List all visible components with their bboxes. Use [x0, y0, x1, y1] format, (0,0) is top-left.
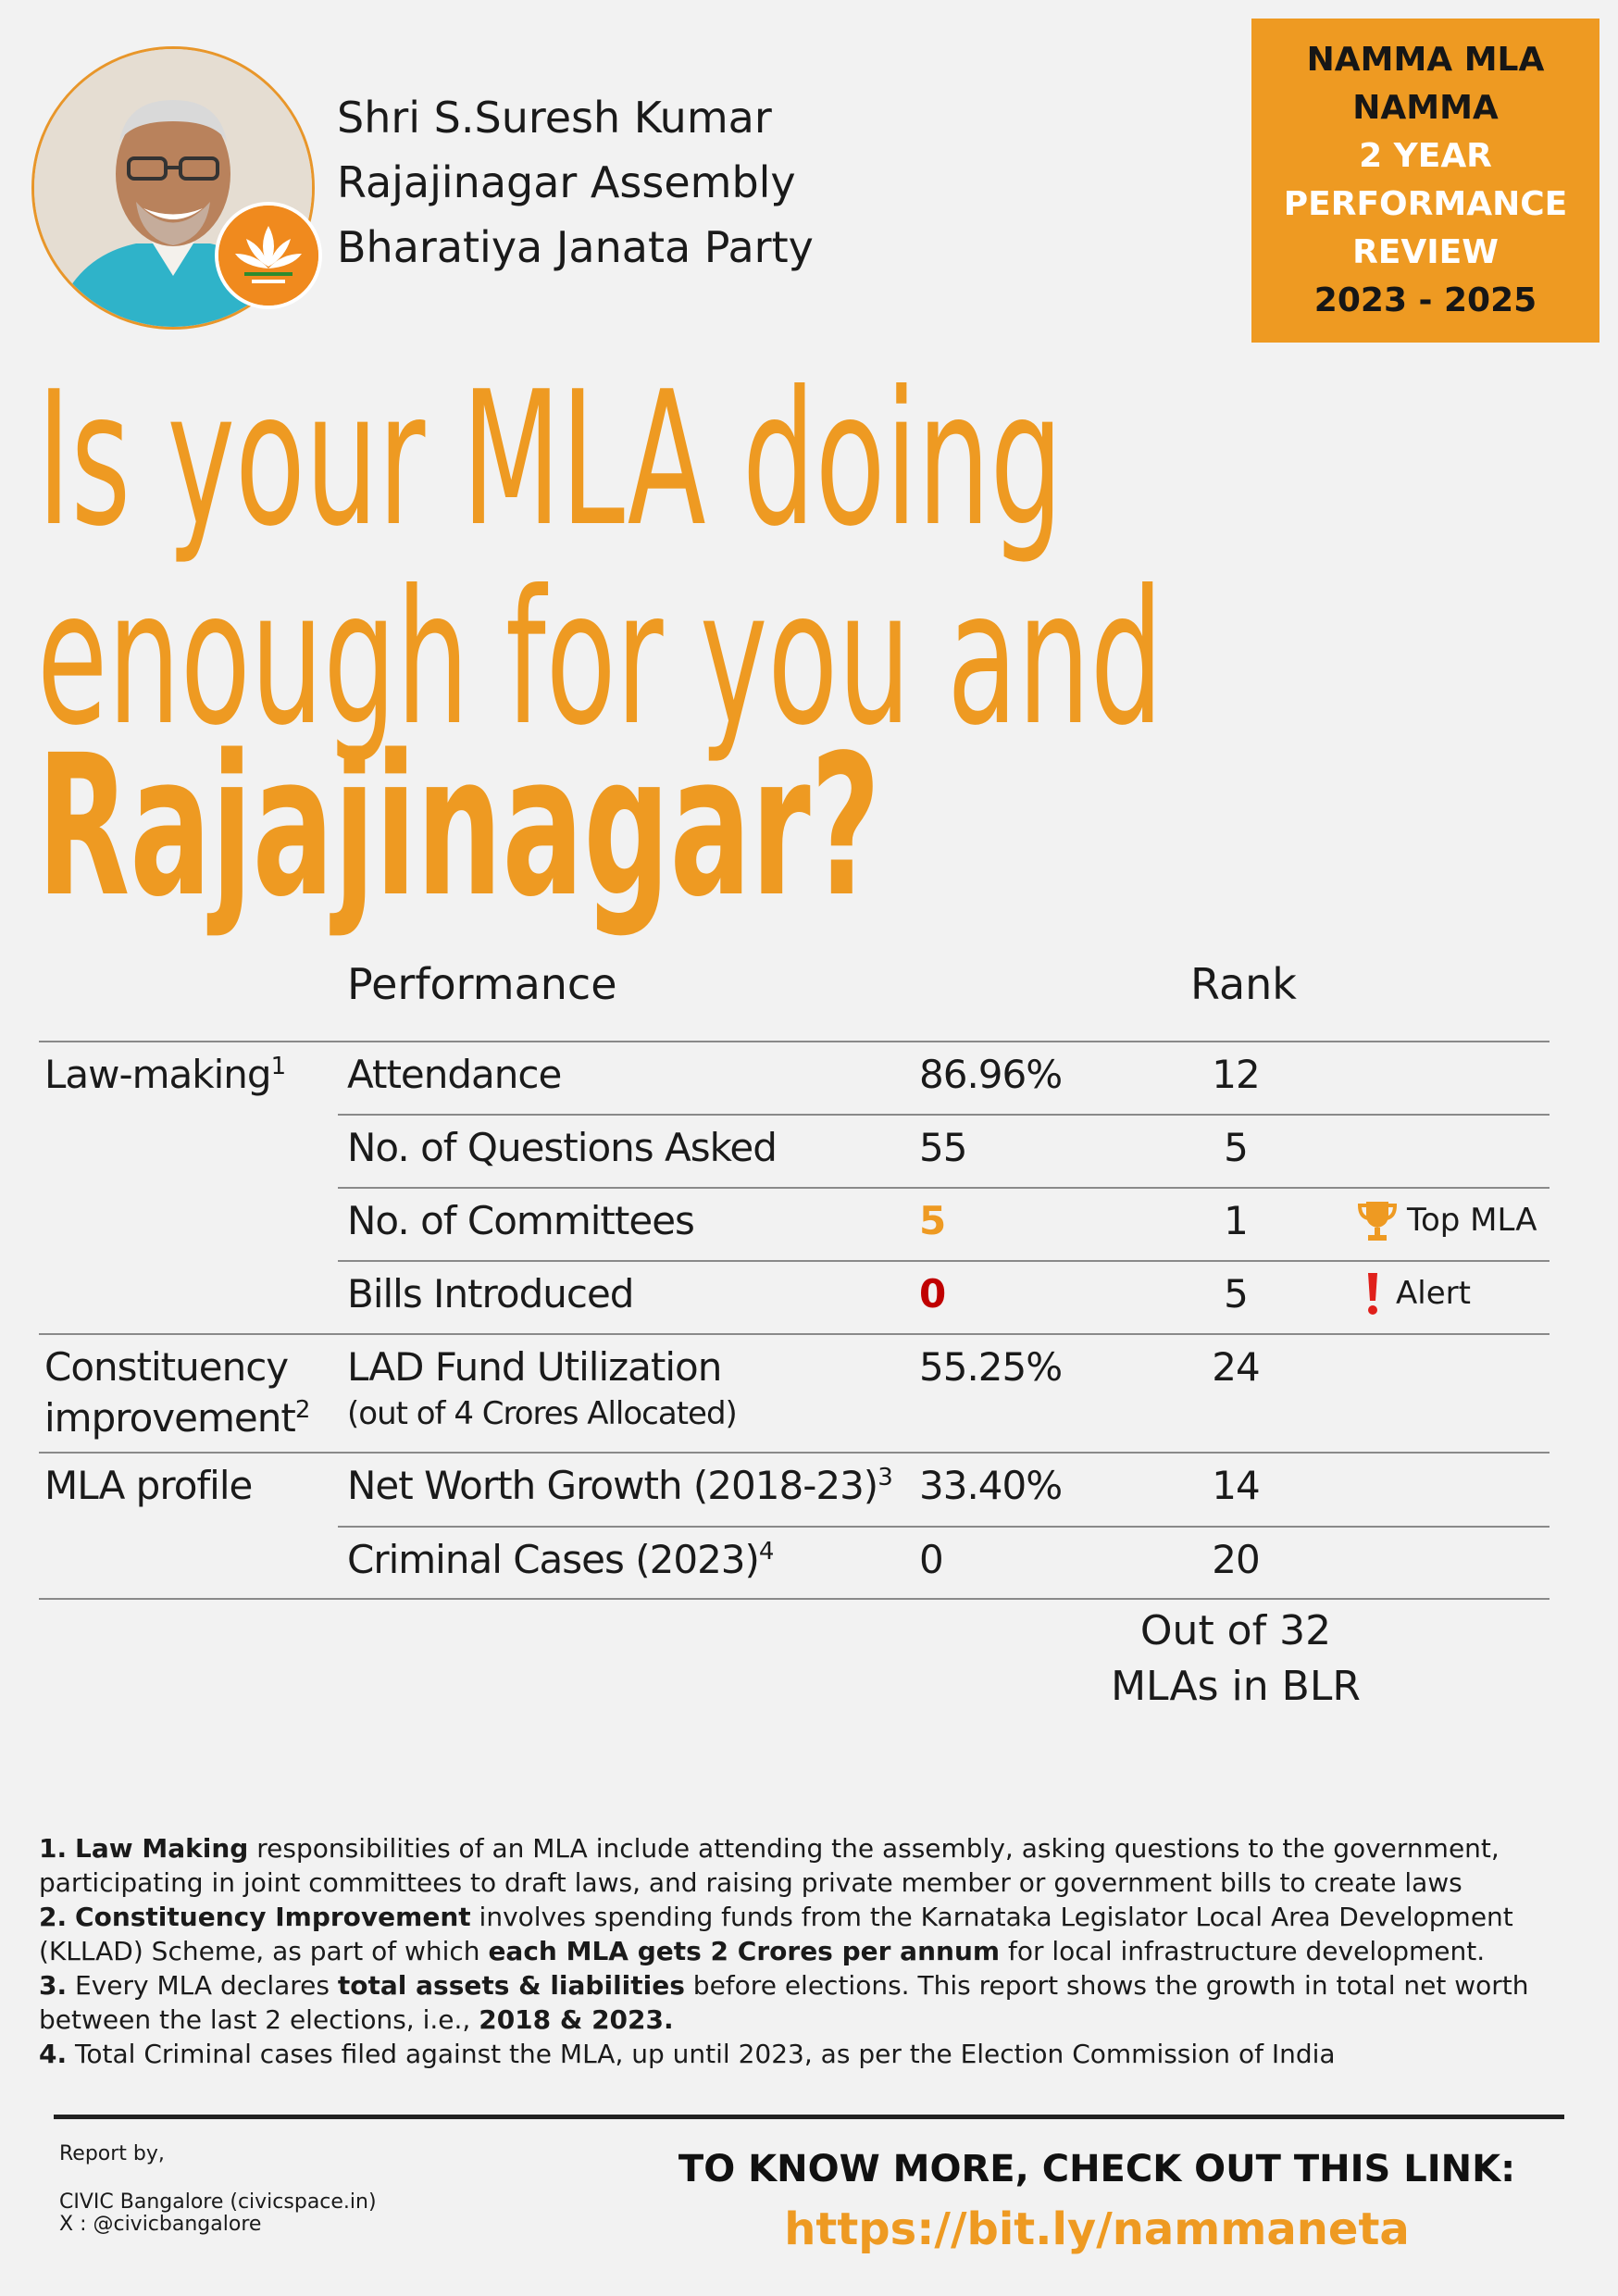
category-constituency — [44, 1344, 309, 1441]
footnote-emphasis: total assets & liabilities — [337, 1970, 685, 2001]
headline-line-2: enough for you and — [37, 551, 1164, 767]
tag-label: Top MLA — [1407, 1202, 1537, 1239]
footnote-number: 4. — [39, 2039, 68, 2069]
metric-value-alert: 0 — [919, 1271, 946, 1316]
metric-rank: 20 — [1212, 1537, 1260, 1582]
metric-value: 55 — [919, 1125, 967, 1170]
footnote-marker: 3 — [877, 1464, 892, 1491]
headline-line-3: Rajajinagar? — [37, 713, 881, 940]
report-org: CIVIC Bangalore (civicspace.in) — [59, 2190, 377, 2214]
headline-line-1: Is your MLA doing — [37, 352, 1064, 568]
footnote-2 — [39, 1900, 1575, 1968]
footer-divider — [54, 2115, 1564, 2119]
badge-line-2: NAMMA — [1352, 89, 1499, 127]
footnote-text: for local infrastructure development. — [1000, 1936, 1486, 1966]
review-badge — [1251, 19, 1599, 343]
metric-rank: 12 — [1212, 1052, 1260, 1097]
trophy-icon — [1357, 1198, 1398, 1242]
badge-line-4: PERFORMANCE — [1283, 185, 1568, 223]
metric-label: Attendance — [347, 1052, 562, 1097]
exclamation-icon — [1364, 1271, 1381, 1316]
badge-line-1: NAMMA MLA — [1306, 41, 1545, 79]
table-divider — [39, 1598, 1550, 1600]
table-divider — [338, 1526, 1550, 1528]
metric-value: 55.25% — [919, 1344, 1063, 1390]
mla-party: Bharatiya Janata Party — [337, 222, 814, 272]
tag-label: Alert — [1396, 1275, 1471, 1312]
footnote-1 — [39, 1831, 1575, 1900]
metric-rank: 5 — [1224, 1271, 1248, 1316]
lotus-icon — [218, 206, 318, 306]
footnotes — [39, 1831, 1575, 2071]
metric-label-main: Net Worth Growth (2018-23) — [347, 1463, 878, 1508]
header-performance: Performance — [347, 959, 617, 1009]
footnote-emphasis: each MLA gets 2 Crores per annum — [488, 1936, 1001, 1966]
cta-text: TO KNOW MORE, CHECK OUT THIS LINK: — [678, 2148, 1516, 2190]
header-rank: Rank — [1190, 959, 1297, 1009]
metric-rank: 24 — [1212, 1344, 1260, 1390]
metric-label-main: LAD Fund Utilization — [347, 1344, 722, 1390]
category-label: improvement — [44, 1395, 295, 1441]
metric-label — [347, 1463, 892, 1508]
category-label: Law-making — [44, 1052, 271, 1097]
category-mla-profile: MLA profile — [44, 1463, 253, 1508]
footnote-number: 2. — [39, 1902, 68, 1932]
metric-value: 33.40% — [919, 1463, 1063, 1508]
metric-value: 0 — [919, 1537, 943, 1582]
table-divider — [39, 1452, 1550, 1454]
table-divider — [338, 1260, 1550, 1262]
mla-name: Shri S.Suresh Kumar — [337, 93, 772, 143]
metric-label — [347, 1344, 737, 1432]
footnote-text: responsibilities of an MLA include attending the assembly, asking questions to the government, participating in joint committees to draft laws, and raising private member or government bills to create laws — [39, 1833, 1500, 1898]
badge-line-5: REVIEW — [1352, 233, 1499, 271]
footnote-marker: 4 — [758, 1538, 774, 1566]
footnote-emphasis: 2018 & 2023. — [479, 2004, 674, 2035]
rank-scope-note — [1092, 1603, 1379, 1715]
metric-value: 86.96% — [919, 1052, 1063, 1097]
metric-label: Bills Introduced — [347, 1271, 634, 1316]
rank-scope-line-2: MLAs in BLR — [1111, 1663, 1361, 1710]
footnote-term: Constituency Improvement — [75, 1902, 471, 1932]
report-by-label: Report by, — [59, 2142, 165, 2165]
footnote-text: Total Criminal cases filed against the MLA, up until 2023, as per the Election Commission of India — [67, 2039, 1336, 2069]
footnote-marker: 2 — [294, 1396, 310, 1424]
badge-line-3: 2 YEAR — [1359, 137, 1492, 175]
metric-rank: 14 — [1212, 1463, 1260, 1508]
footnote-text: involves spending funds from the Karnataka Legislator Local Area Development (KLLAD) Scheme, as part of which — [39, 1902, 1513, 1966]
metric-rank: 5 — [1224, 1125, 1248, 1170]
category-law-making — [44, 1052, 285, 1097]
footnote-text: Every MLA declares — [67, 1970, 338, 2001]
metric-label — [347, 1537, 773, 1582]
metric-label-main: Criminal Cases (2023) — [347, 1537, 759, 1582]
table-divider — [338, 1187, 1550, 1189]
category-label: Constituency — [44, 1344, 289, 1390]
table-divider — [39, 1041, 1550, 1042]
badge-line-6: 2023 - 2025 — [1313, 281, 1537, 319]
metric-sub-note: (out of 4 Crores Allocated) — [347, 1395, 737, 1432]
table-divider — [338, 1114, 1550, 1116]
metric-label: No. of Committees — [347, 1198, 694, 1243]
footnote-4 — [39, 2037, 1575, 2071]
metric-rank: 1 — [1224, 1198, 1248, 1243]
footnote-3 — [39, 1968, 1575, 2037]
more-info-link[interactable]: https://bit.ly/nammaneta — [784, 2203, 1410, 2255]
footnote-number: 1. — [39, 1833, 68, 1864]
top-mla-tag — [1357, 1198, 1537, 1242]
report-handle: X : @civicbangalore — [59, 2213, 262, 2236]
metric-label: No. of Questions Asked — [347, 1125, 777, 1170]
footnote-text: before elections. This report shows the growth in total net worth between the last 2 elections, i.e., — [39, 1970, 1529, 2035]
rank-scope-line-1: Out of 32 — [1139, 1607, 1332, 1654]
bjp-lotus-logo — [215, 202, 322, 309]
mla-constituency: Rajajinagar Assembly — [337, 157, 796, 207]
footnote-marker: 1 — [270, 1053, 286, 1080]
footnote-number: 3. — [39, 1970, 68, 2001]
footnote-term: Law Making — [75, 1833, 249, 1864]
metric-value-highlight: 5 — [919, 1198, 946, 1243]
table-divider — [39, 1333, 1550, 1335]
alert-tag — [1364, 1271, 1471, 1316]
